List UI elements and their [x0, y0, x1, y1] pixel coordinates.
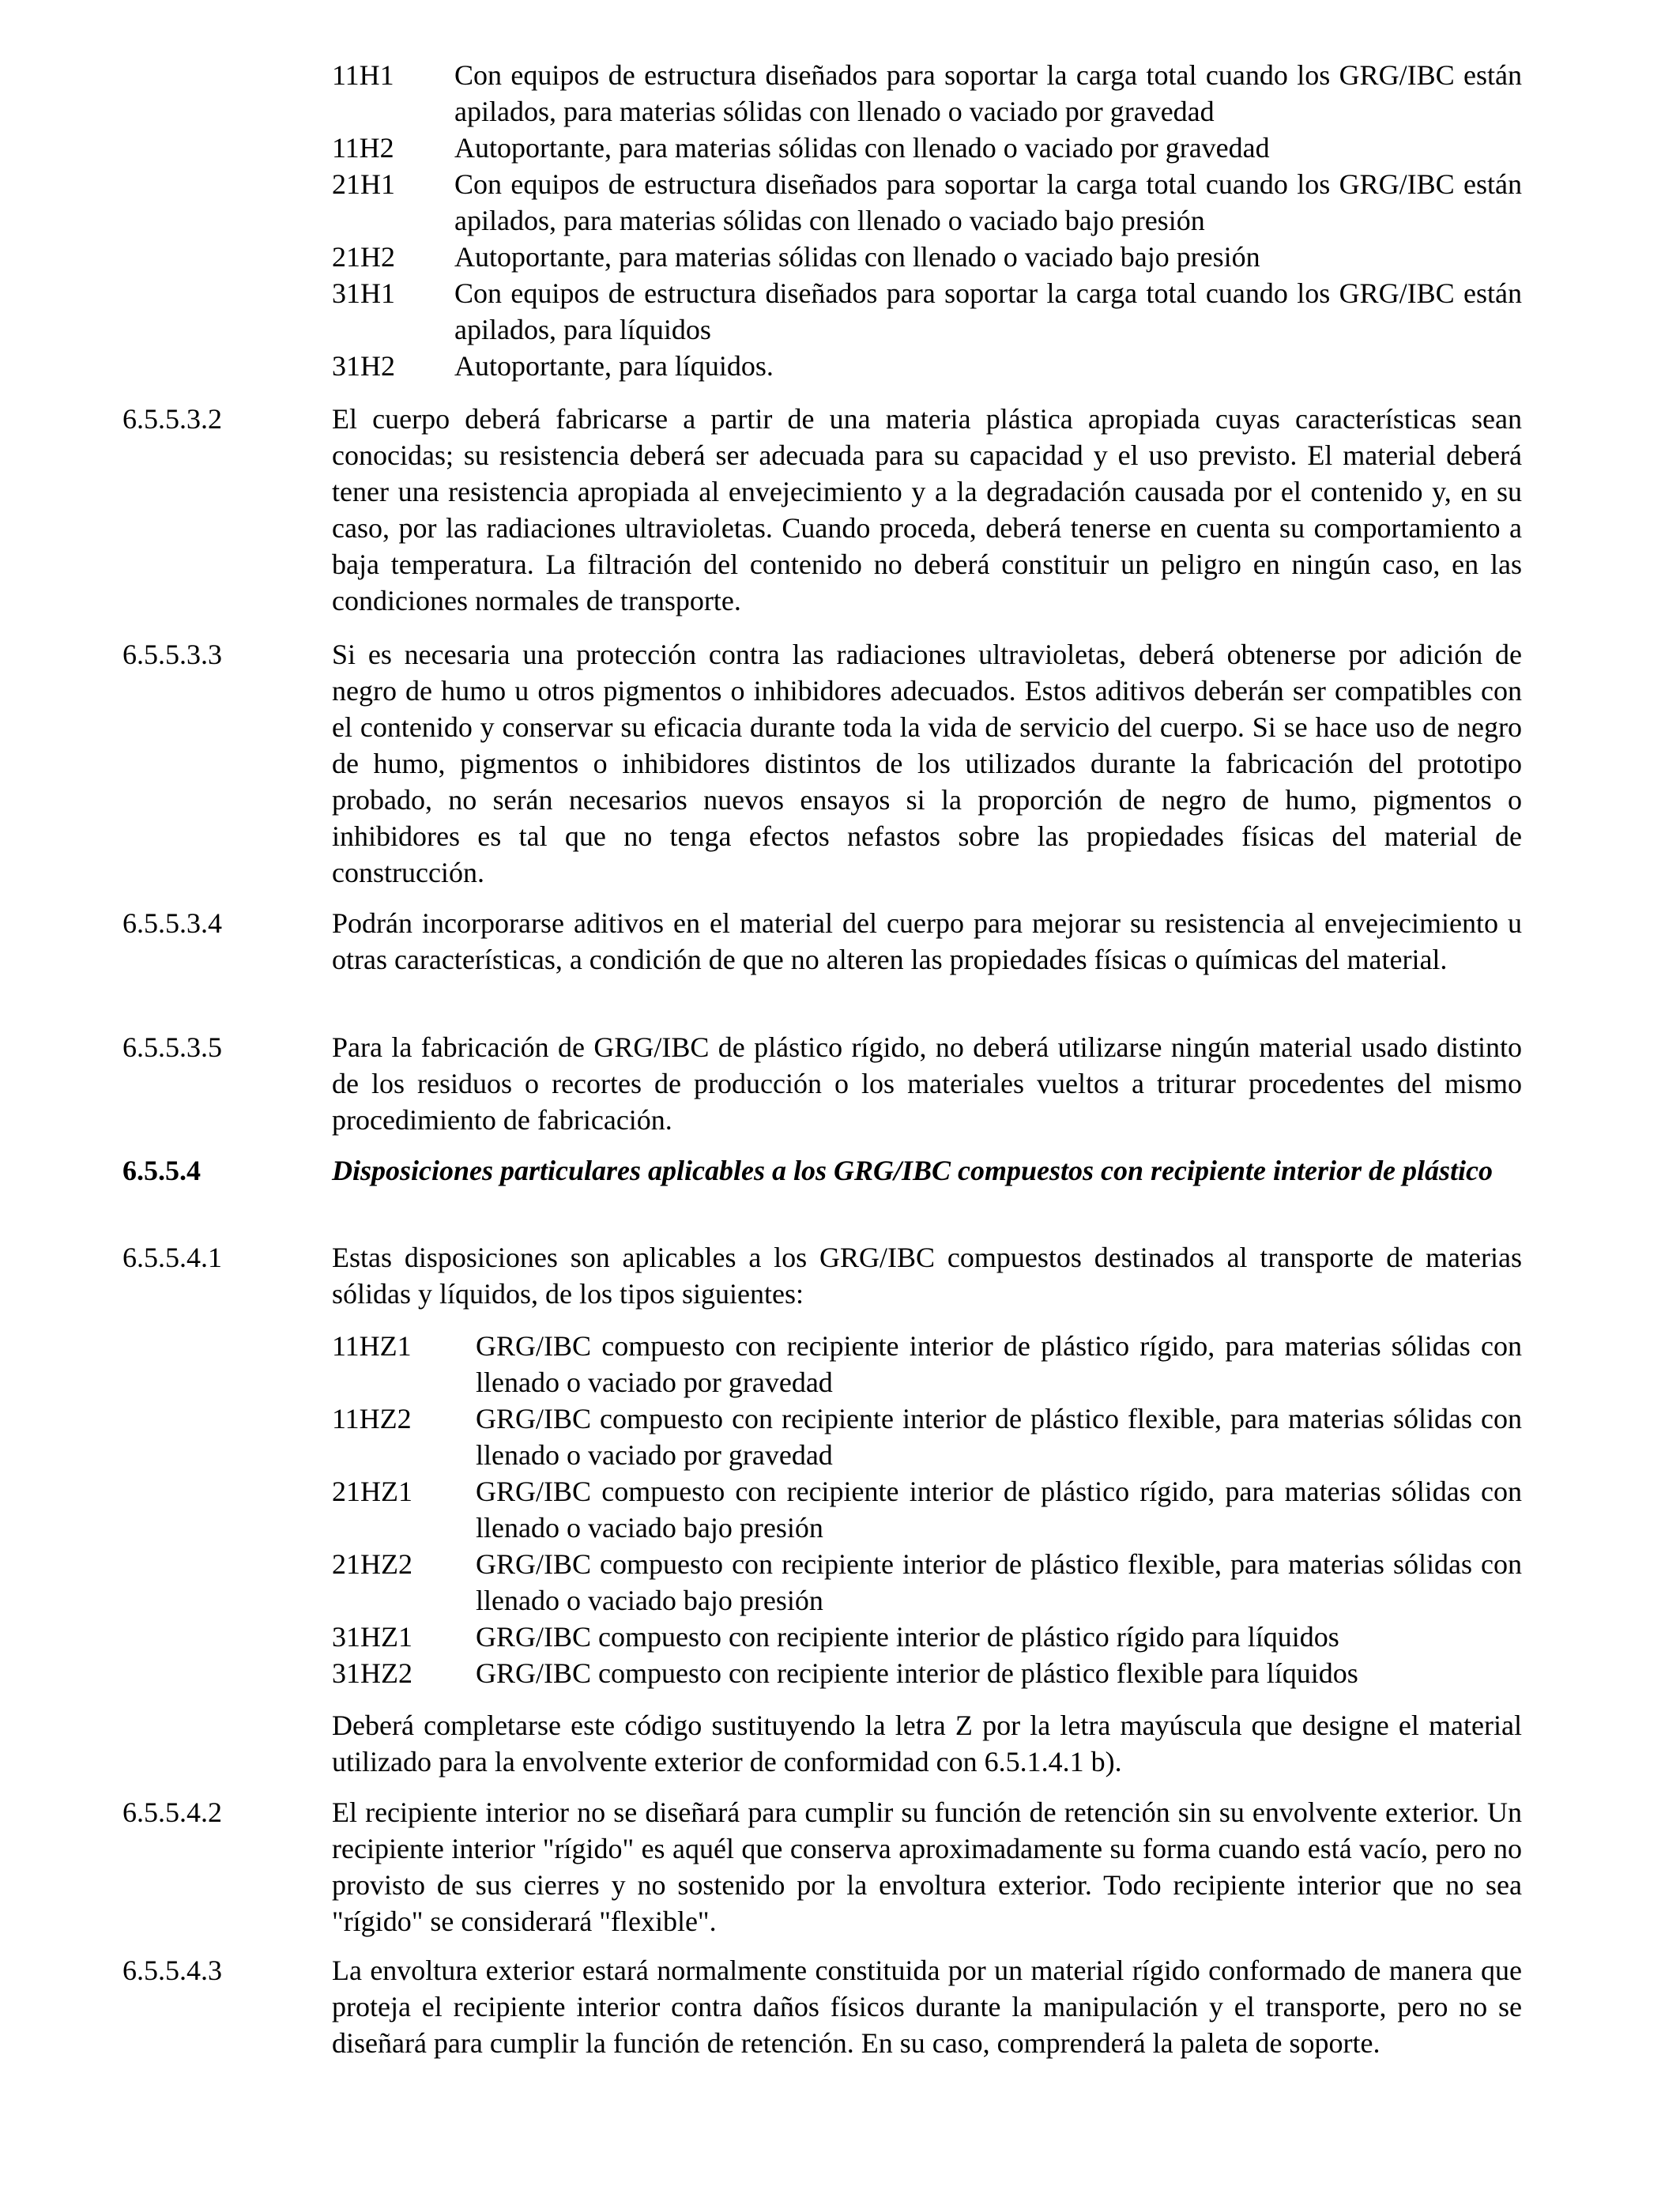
section-6-5-5-3-4: [122, 905, 1522, 978]
type-code: 11H1: [332, 59, 394, 91]
section-text: El recipiente interior no se diseñará para cumplir su función de retención sin su envolvente exterior. Un recipiente interior "rígido" es aquél que conserva aproximadamente su forma cuando está vacío, pero no provisto de sus cierres y no sostenido por la envoltura exterior. Todo recipiente interior que no sea "rígido" se considerará "flexible".: [332, 1796, 1522, 1937]
type-description: GRG/IBC compuesto con recipiente interior de plástico rígido, para materias sólidas con llenado o vaciado por gravedad: [476, 1330, 1522, 1398]
type-row: [332, 1400, 1522, 1473]
section-6-5-5-4-2: [122, 1794, 1522, 1940]
section-number: 6.5.5.3.2: [122, 403, 222, 435]
type-code: 21HZ1: [332, 1476, 412, 1507]
section-heading: Disposiciones particulares aplicables a los GRG/IBC compuestos con recipiente interior de plástico: [332, 1155, 1494, 1186]
type-description: Con equipos de estructura diseñados para soportar la carga total cuando los GRG/IBC están apilados, para líquidos: [454, 277, 1522, 345]
section-6-5-5-3-2: [122, 401, 1522, 619]
type-row: [332, 1473, 1522, 1546]
type-description: GRG/IBC compuesto con recipiente interior de plástico flexible, para materias sólidas con llenado o vaciado bajo presión: [476, 1548, 1522, 1616]
section-number: 6.5.5.4.3: [122, 1955, 222, 1986]
section-text: Podrán incorporarse aditivos en el material del cuerpo para mejorar su resistencia al envejecimiento u otras características, a condición de que no alteren las propiedades físicas o químicas del material.: [332, 907, 1522, 975]
type-row: [332, 57, 1522, 130]
type-code: 11HZ2: [332, 1403, 412, 1434]
section-note: Deberá completarse este código sustituyendo la letra Z por la letra mayúscula que designe el material utilizado para la envolvente exterior de conformidad con 6.5.1.4.1 b).: [332, 1710, 1522, 1777]
type-row: [332, 1328, 1522, 1400]
type-description: Con equipos de estructura diseñados para soportar la carga total cuando los GRG/IBC están apilados, para materias sólidas con llenado o vaciado por gravedad: [454, 59, 1522, 127]
type-description: Autoportante, para materias sólidas con llenado o vaciado por gravedad: [454, 132, 1270, 164]
type-description: GRG/IBC compuesto con recipiente interior de plástico rígido para líquidos: [476, 1621, 1339, 1653]
type-description: Con equipos de estructura diseñados para soportar la carga total cuando los GRG/IBC están apilados, para materias sólidas con llenado o vaciado bajo presión: [454, 168, 1522, 236]
type-description: Autoportante, para líquidos.: [454, 350, 774, 382]
section-6-5-5-3-3: [122, 636, 1522, 891]
section-6-5-5-4-1: [122, 1239, 1522, 1312]
section-text: Estas disposiciones son aplicables a los GRG/IBC compuestos destinados al transporte de materias sólidas y líquidos, de los tipos siguientes:: [332, 1242, 1522, 1310]
type-row: [332, 348, 1522, 384]
section-text: El cuerpo deberá fabricarse a partir de una materia plástica apropiada cuyas características sean conocidas; su resistencia deberá ser adecuada para su capacidad y el uso previsto. El material deberá tener una resistencia apropiada al envejecimiento y a la degradación causada por el contenido y, en su caso, por las radiaciones ultravioletas. Cuando proceda, deberá tenerse en cuenta su comportamiento a baja temperatura. La filtración del contenido no deberá constituir un peligro en ningún caso, en las condiciones normales de transporte.: [332, 403, 1522, 616]
type-code: 31H2: [332, 350, 395, 382]
type-code: 21H2: [332, 241, 395, 273]
section-6-5-5-3-5: [122, 1029, 1522, 1138]
section-6-5-5-4-3: [122, 1952, 1522, 2061]
type-code: 21H1: [332, 168, 395, 200]
section-number: 6.5.5.3.4: [122, 907, 222, 939]
type-row: [332, 239, 1522, 275]
section-text: Si es necesaria una protección contra las radiaciones ultravioletas, deberá obtenerse por adición de negro de humo u otros pigmentos o inhibidores adecuados. Estos aditivos deberán ser compatibles con el contenido y conservar su eficacia durante toda la vida de servicio del cuerpo. Si se hace uso de negro de humo, pigmentos o inhibidores distintos de los utilizados durante la fabricación del prototipo probado, no serán necesarios nuevos ensayos si la proporción de negro de humo, pigmentos o inhibidores es tal que no tenga efectos nefastos sobre las propiedades físicas del material de construcción.: [332, 639, 1522, 888]
section-text: La envoltura exterior estará normalmente constituida por un material rígido conformado de manera que proteja el recipiente interior contra daños físicos durante la manipulación y el transporte, pero no se diseñará para cumplir la función de retención. En su caso, comprenderá la paleta de soporte.: [332, 1955, 1522, 2059]
type-description: Autoportante, para materias sólidas con llenado o vaciado bajo presión: [454, 241, 1260, 273]
type-description: GRG/IBC compuesto con recipiente interior de plástico flexible, para materias sólidas con llenado o vaciado por gravedad: [476, 1403, 1522, 1471]
type-code: 31H1: [332, 277, 395, 309]
section-number: 6.5.5.4.1: [122, 1242, 222, 1273]
type-code: 11HZ1: [332, 1330, 412, 1362]
type-row: [332, 1546, 1522, 1619]
type-row: [332, 275, 1522, 348]
composite-type-list: [332, 1328, 1522, 1691]
type-row: [332, 1619, 1522, 1655]
type-row: [332, 130, 1522, 166]
type-description: GRG/IBC compuesto con recipiente interior de plástico rígido, para materias sólidas con llenado o vaciado bajo presión: [476, 1476, 1522, 1544]
section-number: 6.5.5.4: [122, 1155, 201, 1186]
section-number: 6.5.5.4.2: [122, 1796, 222, 1828]
type-row: [332, 1655, 1522, 1691]
type-row: [332, 166, 1522, 239]
type-code: 11H2: [332, 132, 394, 164]
section-number: 6.5.5.3.3: [122, 639, 222, 670]
section-text: Para la fabricación de GRG/IBC de plástico rígido, no deberá utilizarse ningún material usado distinto de los residuos o recortes de producción o los materiales vueltos a triturar procedentes del mismo procedimiento de fabricación.: [332, 1031, 1522, 1136]
section-6-5-5-4-1-note: [332, 1707, 1522, 1780]
type-description: GRG/IBC compuesto con recipiente interior de plástico flexible para líquidos: [476, 1657, 1358, 1689]
section-6-5-5-4: [122, 1152, 1522, 1189]
type-code: 21HZ2: [332, 1548, 412, 1580]
section-number: 6.5.5.3.5: [122, 1031, 222, 1063]
type-code: 31HZ2: [332, 1657, 412, 1689]
top-type-list: [332, 57, 1522, 384]
type-code: 31HZ1: [332, 1621, 412, 1653]
